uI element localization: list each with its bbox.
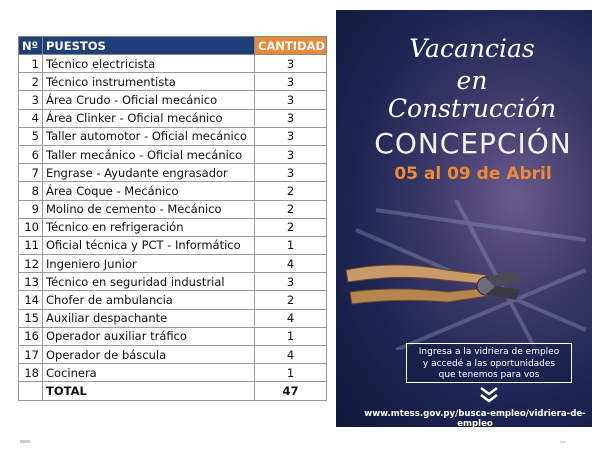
table-row [19,291,327,309]
job-title-cell: Engrase - Ayudante engrasador [43,164,255,182]
job-vacancies-poster [10,10,592,427]
row-number-cell: 7 [19,164,43,182]
quantity-cell: 3 [255,55,327,73]
total-value: 47 [255,382,327,400]
table-row [19,127,327,145]
total-number-cell [19,382,43,400]
job-title-cell: Técnico electricista [43,55,255,73]
bottom-mark [20,440,30,443]
job-title-cell: Técnico instrumentista [43,73,255,91]
table-total-row [19,382,327,400]
job-title-cell: Técnico en seguridad industrial [43,273,255,291]
table-row [19,91,327,109]
row-number-cell: 10 [19,218,43,236]
table-row [19,55,327,73]
quantity-cell: 3 [255,145,327,163]
table-row [19,346,327,364]
quantity-cell: 2 [255,218,327,236]
job-title-cell: Molino de cemento - Mecánico [43,200,255,218]
row-number-cell: 5 [19,127,43,145]
table-row [19,145,327,163]
row-number-cell: 18 [19,364,43,382]
table-header-row [19,37,327,55]
job-title-cell: Área Coque - Mecánico [43,182,255,200]
row-number-cell: 2 [19,73,43,91]
job-title-cell: Auxiliar despachante [43,309,255,327]
row-number-cell: 16 [19,327,43,345]
poster-city: CONCEPCIÓN [374,127,572,160]
row-number-cell: 17 [19,346,43,364]
column-header-quantity: CANTIDAD [255,37,327,55]
row-number-cell: 6 [19,145,43,163]
vacancies-table-panel [10,10,336,427]
quantity-cell: 2 [255,200,327,218]
table-row [19,327,327,345]
quantity-cell: 3 [255,127,327,145]
table-row [19,182,327,200]
table-row [19,200,327,218]
row-number-cell: 15 [19,309,43,327]
job-title-cell: Taller mecánico - Oficial mecánico [43,145,255,163]
total-label: TOTAL [43,382,255,400]
row-number-cell: 14 [19,291,43,309]
info-box [406,343,572,383]
quantity-cell: 3 [255,91,327,109]
table-row [19,255,327,273]
poster-dates: 05 al 09 de Abril [394,164,552,184]
quantity-cell: 2 [255,182,327,200]
quantity-cell: 3 [255,109,327,127]
bottom-strip [0,436,600,450]
job-title-cell: Oficial técnica y PCT - Informático [43,236,255,254]
vacancies-table [18,36,327,401]
job-title-cell: Taller automotor - Oficial mecánico [43,127,255,145]
pliers-icon [336,200,592,350]
column-header-job: PUESTOS [43,37,255,55]
row-number-cell: 11 [19,236,43,254]
row-number-cell: 13 [19,273,43,291]
poster-title-line3: Construcción [387,94,557,123]
quantity-cell: 4 [255,255,327,273]
website-link[interactable]: www.mtess.gov.py/busca-empleo/vidriera-de-empleo [364,409,586,427]
quantity-cell: 4 [255,309,327,327]
row-number-cell: 1 [19,55,43,73]
row-number-cell: 8 [19,182,43,200]
job-title-cell: Área Crudo - Oficial mecánico [43,91,255,109]
job-title-cell: Ingeniero Junior [43,255,255,273]
poster-title-line2: en [456,66,488,95]
job-title-cell: Cocinera [43,364,255,382]
quantity-cell: 1 [255,236,327,254]
table-row [19,218,327,236]
table-row [19,309,327,327]
table-row [19,364,327,382]
row-number-cell: 12 [19,255,43,273]
table-row [19,109,327,127]
job-title-cell: Chofer de ambulancia [43,291,255,309]
row-number-cell: 3 [19,91,43,109]
job-title-cell: Técnico en refrigeración [43,218,255,236]
info-line-1: Ingresa a la vidriera de empleo [418,347,560,357]
quantity-cell: 2 [255,291,327,309]
job-title-cell: Operador auxiliar tráfico [43,327,255,345]
column-header-number: Nº [19,37,43,55]
row-number-cell: 4 [19,109,43,127]
poster-title-line1: Vacancias [409,34,535,63]
quantity-cell: 1 [255,364,327,382]
row-number-cell: 9 [19,200,43,218]
double-chevron-down-icon [478,386,500,404]
job-title-cell: Área Clinker - Oficial mecánico [43,109,255,127]
table-row [19,236,327,254]
info-line-3: que tenemos para vos [438,370,540,380]
quantity-cell: 4 [255,346,327,364]
job-title-cell: Operador de báscula [43,346,255,364]
quantity-cell: 3 [255,73,327,91]
table-row [19,73,327,91]
table-row [19,164,327,182]
bottom-dot [560,441,566,443]
quantity-cell: 3 [255,273,327,291]
quantity-cell: 3 [255,164,327,182]
table-row [19,273,327,291]
table-body [19,55,327,382]
info-line-2: y accedé a las oportunidades [422,358,556,369]
quantity-cell: 1 [255,327,327,345]
